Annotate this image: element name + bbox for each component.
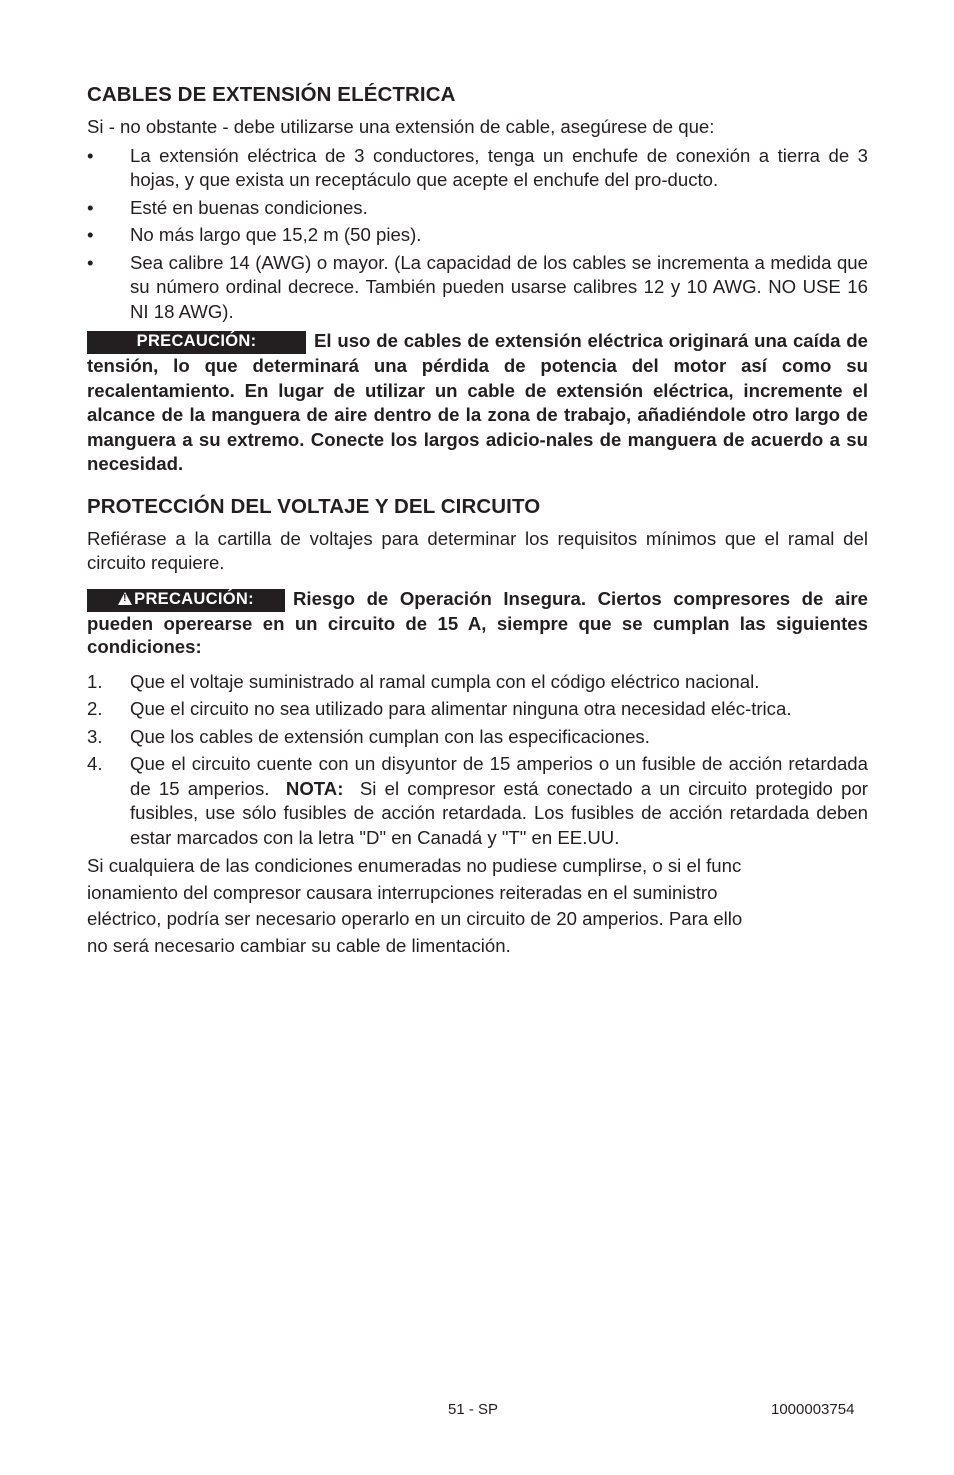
item-number: 4. [87,753,103,774]
caution-text: El uso de cables de extensión eléctrica originará una caída de tensión, lo que determinará una pérdida de potencia del motor así como su recalentamiento. En lugar de utilizar un cable de extensión eléctrica, incremente el alcance de la manguera de aire dentro de la zona de trabajo, añadiéndole otro largo de manguera a su extremo. Conecte los largos adicio-nales de manguera de acuerdo a su necesidad. [87,330,868,474]
caution-paragraph [87,329,868,477]
list-item: • Esté en buenas condiciones. [87,196,868,221]
list-item: • Sea calibre 14 (AWG) o mayor. (La capacidad de los cables se incrementa a medida que su número ordinal decrece. También pueden usarse calibres 12 y 10 AWG. NO USE 16 NI 18 AWG). [87,251,868,322]
caution-badge: PRECAUCIÓN: [87,331,306,354]
bullet-marker: • [87,196,94,218]
bullet-marker: • [87,224,94,245]
section-intro: Si - no obstante - debe utilizarse una extensión de cable, asegúrese de que: [87,116,715,137]
list-item: • La extensión eléctrica de 3 conductores, tenga un enchufe de conexión a tierra de 3 hojas, y que exista un receptáculo que acepte el enchufe del pro-ducto. [87,144,868,190]
bullet-marker: • [87,251,94,273]
item-number: 3. [87,725,103,747]
requirements-list [87,144,868,325]
item-number: 2. [87,698,103,719]
list-item: 4. Que el circuito cuente con un disyuntor de 15 amperios o un fusible de acción retardada de 15 amperios. NOTA: Si el compresor está conectado a un circuito protegido por fusibles, use sólo fusibles de acción retardada. Los fusibles de acción retardada deben estar marcados con la letra "D" en Canadá y "T" en EE.UU. [87,753,868,848]
caution-badge: !PRECAUCIÓN: [87,589,285,612]
closing-paragraph: Si cualquiera de las condiciones enumeradas no pudiese cumplirse, o si el func ionamiento del compresor causara interrupciones reiteradas en el suministro eléctrico, podría ser necesario operarlo en un circuito de 20 amperios. Para ello no será necesario cambiar su cable de limentación. [87,855,743,956]
list-item: 2. Que el circuito no sea utilizado para alimentar ninguna otra necesidad eléc-trica. [87,697,868,722]
section-heading-extension-cords: CABLES DE EXTENSIÓN ELÉCTRICA [87,83,456,106]
list-item: 3. Que los cables de extensión cumplan con las especificaciones. [87,725,868,750]
caution-paragraph [87,587,868,659]
list-item: • No más largo que 15,2 m (50 pies). [87,223,868,248]
caution-text: Riesgo de Operación Insegura. Ciertos compresores de aire pueden operearse en un circuito de 15 A, siempre que se cumplan las siguientes condiciones: [87,587,868,657]
page-number: 51 - SP [448,1401,499,1418]
conditions-list [87,670,868,851]
note-label: NOTA: [285,777,344,799]
manual-page [87,82,868,959]
section-intro: Refiérase a la cartilla de voltajes para determinar los requisitos mínimos que el ramal del circuito requiere. [87,527,868,573]
note-text: Si el compresor está conectado a un circuito protegido por fusibles, use sólo fusibles de acción retardada. Los fusibles de acción retardada deben estar marcados con la letra "D" en Canadá y "T" en EE.UU. [130,777,868,848]
section-heading-voltage-circuit: PROTECCIÓN DEL VOLTAJE Y DEL CIRCUITO [87,494,541,518]
bullet-marker: • [87,144,94,166]
list-item: 1. Que el voltaje suministrado al ramal cumpla con el código eléctrico nacional. [87,670,868,695]
document-code: 1000003754 [771,1401,855,1418]
item-number: 1. [87,670,103,692]
warning-triangle-icon [118,592,132,605]
